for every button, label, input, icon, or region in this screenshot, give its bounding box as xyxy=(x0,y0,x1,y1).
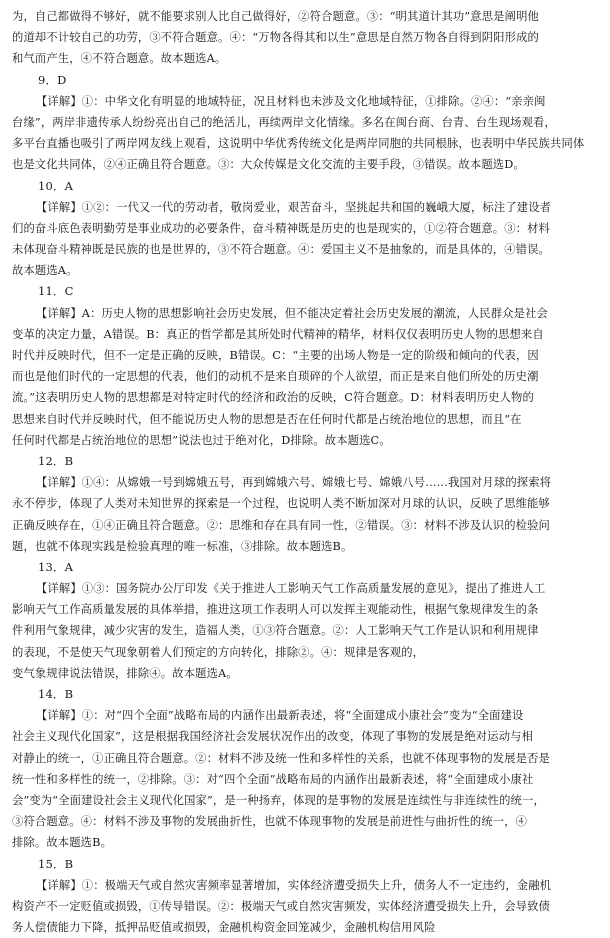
text-line: 的表现，不是使天气现象朝着人们预定的方向转化，排除②。④：规律是客观的， xyxy=(12,645,425,659)
text-line: 流。”这表明历史人物的思想都是对特定时代的经济和政治的反映，C符合题意。D：材料表明历史人物的 xyxy=(12,391,534,405)
text-line: 永不停步，体现了人类对未知世界的探索是一个过程，也说明人类不断加深对月球的认识，反映了思维能够 xyxy=(12,497,551,511)
text-line: 【详解】①：中华文化有明显的地域特征，况且材料也未涉及文化地域特征，①排除。②④：“亲亲闽 xyxy=(36,94,546,108)
question-number: 11．C xyxy=(38,284,74,299)
text-line: 【详解】A：历史人物的思想影响社会历史发展，但不能决定着社会历史发展的潮流，人民群众是社会 xyxy=(36,306,548,320)
question-number: 14．B xyxy=(38,687,74,701)
text-line: 任何时代都是占统治地位的思想”说法也过于绝对化，D排除。故本题选C。 xyxy=(12,433,391,447)
text-line: 影响天气工作高质量发展的具体举措，推进这项工作表明人可以发挥主观能动性，根据气象规律发生的条 xyxy=(12,603,539,617)
text-line: 时代并反映时代，但不一定是正确的反映，B错误。C：“主要的出场人物是一定的阶级和倾向的代表，因 xyxy=(12,349,539,362)
text-line: 【详解】①：极端天气或自然灾害频率显著增加，实体经济遭受损失上升，债务人不一定违约，金融机 xyxy=(36,878,552,892)
text-line: 为，自己都做得不够好，就不能要求别人比自己做得好，②符合题意。③：“明其道计其功”意思是阐明他 xyxy=(12,10,539,23)
text-line: 们的奋斗底色表明勤劳是事业成功的必要条件，奋斗精神既是历史的也是现实的，①②符合题意。③：材料 xyxy=(12,221,551,235)
text-line: ③符合题意。④：材料不涉及事物的发展曲折性，也就不体现事物的发展是前进性与曲折性的统一，④ xyxy=(12,815,528,829)
text-line: 排除。故本题选B。 xyxy=(12,836,113,850)
text-line: 多平台直播也吸引了两岸网友线上观看，这说明中华优秀传统文化是两岸同胞的共同根脉，也表明中华民族共同体 xyxy=(12,137,585,151)
text-line: 会”变为“全面建设社会主义现代化国家”，是一种扬弃，体现的是事物的发展是连续性与非连续性的统一， xyxy=(12,793,545,807)
text-line: 统一性和多样性的统一，②排除。③：对“四个全面”战略布局的内涵作出最新表述，将“全面建成小康社 xyxy=(12,772,534,786)
text-line: 变气象规律说法错误，排除④。故本题选A。 xyxy=(12,666,238,680)
text-line: 【详解】①：对“四个全面”战略布局的内涵作出最新表述，将“全面建成小康社会”变为“全面建设 xyxy=(36,709,524,723)
text-line: 的道却不计较自己的功劳，③不符合题意。④：“万物各得其和以生”意思是自然万物各自得到阴阳形成的 xyxy=(12,31,539,45)
text-line: 和气而产生，④不符合题意。故本题选A。 xyxy=(12,52,227,66)
text-line: 【详解】①②：一代又一代的劳动者，敬岗爱业，艰苦奋斗，坚挑起共和国的巍峨大厦，标注了建设者 xyxy=(36,200,552,214)
text-line: 件利用气象规律，减少灾害的发生，造福人类，①③符合题意。②：人工影响天气工作是认识和利用规律 xyxy=(12,624,539,638)
question-number: 9．D xyxy=(38,72,67,87)
text-line: 务人偿债能力下降，抵押品贬值或损毁，金融机构资金回笼减少，金融机构信用风险 xyxy=(12,921,436,935)
text-line: 社会主义现代化国家”，这是根据我国经济社会发展状况作出的改变，体现了事物的发展是绝对运动与相 xyxy=(12,730,534,744)
question-number: 10．A xyxy=(38,178,74,193)
text-line: 变革的决定力量，A错误。B：真正的哲学都是其所处时代精神的精华，材料仅仅表明历史人物的思想来自 xyxy=(12,327,544,341)
text-line: 思想来自时代并反映时代，但不能说历史人物的思想是否在任何时代都是占统治地位的思想，而且“在 xyxy=(12,412,522,426)
text-line: 未体现奋斗精神既是民族的也是世界的，③不符合题意。④：爱国主义不是抽象的，而是具体的，④错误。 xyxy=(12,243,551,257)
question-number: 12．B xyxy=(38,453,74,468)
text-line: 正确反映存在，①④正确且符合题意。②：思维和存在具有同一性，②错误。③：材料不涉及认识的检验问 xyxy=(12,518,551,532)
text-line: 台缘”，两岸非遗传承人纷纷亮出自己的绝活儿，再续两岸文化情缘。多名在闽台商、台青、台生现场观看， xyxy=(12,115,556,129)
text-line: 【详解】①③：国务院办公厅印发《关于推进人工影响天气工作高质量发展的意见》，提出了推进人工 xyxy=(36,582,546,596)
text-line: 而也是他们时代的一定思想的代表，他们的动机不是来自琐碎的个人欲望，而正是来自他们所处的历史潮 xyxy=(12,370,539,384)
text-line: 题，也就不体现实践是检验真理的唯一标准，③排除。故本题选B。 xyxy=(12,539,353,553)
text-line: 构资产不一定贬值或损毁，①传导错误。②：极端天气或自然灾害频发，实体经济遭受损失上升，会导致债 xyxy=(12,899,551,913)
text-line: 【详解】①④：从嫦娥一号到嫦娥五号，再到嫦娥六号、嫦娥七号、嫦娥八号……我国对月球的探索将 xyxy=(36,476,552,490)
question-number: 15．B xyxy=(38,856,74,871)
question-number: 13．A xyxy=(38,559,74,574)
text-line: 故本题选A。 xyxy=(12,264,78,278)
text-line: 也是文化共同体，②④正确且符合题意。③：大众传媒是文化交流的主要手段，③错误。故本题选D。 xyxy=(12,158,525,172)
text-line: 对静止的统一，①正确且符合题意。②：材料不涉及统一性和多样性的关系，也就不体现事物的发展是否是 xyxy=(12,751,551,765)
